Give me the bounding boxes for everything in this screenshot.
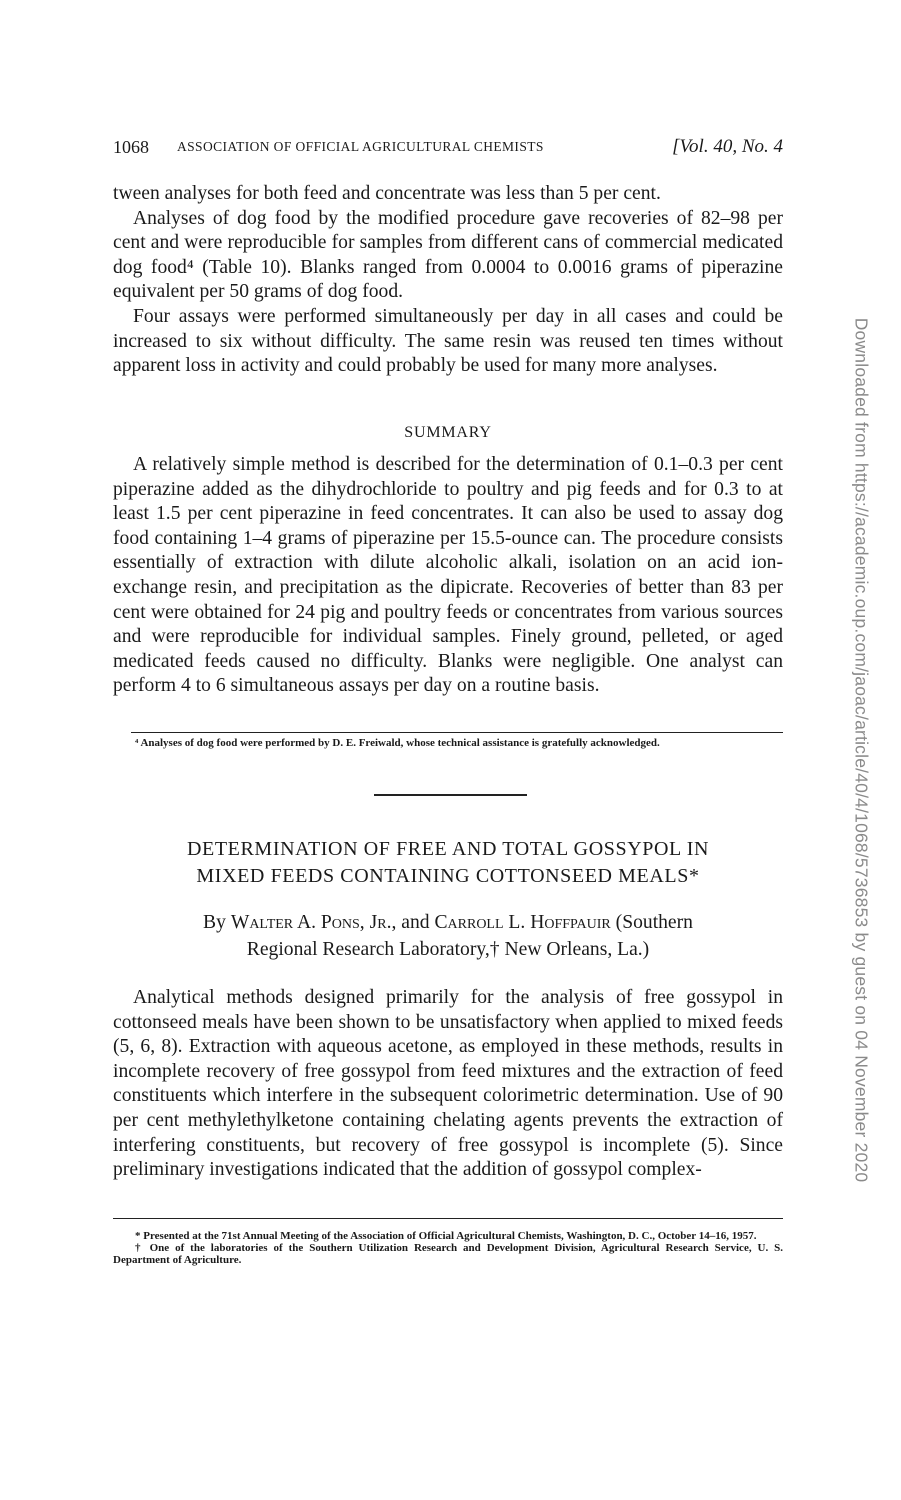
intro-text bbox=[113, 182, 783, 379]
journal-name: ASSOCIATION OF OFFICIAL AGRICULTURAL CHEMISTS bbox=[177, 139, 544, 154]
byline-and: and bbox=[401, 912, 430, 933]
footnote-text: † One of the laboratories of the Southern Utilization Research and Development Division, Agricultural Research Service, U. S. Department of Agriculture. bbox=[113, 1242, 783, 1266]
footnote-divider bbox=[113, 1218, 783, 1219]
paragraph: A relatively simple method is described for the determination of 0.1–0.3 per cent piperazine added as the dihydrochloride to poultry and pig feeds and for 0.3 to at least 1.5 per cent piperazine in feed concentrates. It can also be used to assay dog food containing 1–4 grams of piperazine per 15.5-ounce can. The procedure consists essentially of extraction with dilute alcoholic alkali, isolation on an acid ion-exchange resin, and precipitation as the dipicrate. Recoveries of better than 83 per cent were obtained for 24 pig and poultry feeds or concentrates from various sources and were reproducible for individual samples. Finely ground, pelleted, or aged medicated feeds caused no difficulty. Blanks were negligible. One analyst can perform 4 to 6 simultaneous assays per day on a routine basis. bbox=[113, 454, 783, 697]
footnote-text: ⁴ Analyses of dog food were performed by D. E. Freiwald, whose technical assistance is gratefully acknowledged. bbox=[135, 737, 660, 749]
page-number: 1068 bbox=[113, 137, 149, 157]
article-title bbox=[113, 836, 783, 890]
section-divider bbox=[374, 794, 527, 796]
author-name: Walter A. Pons, Jr. bbox=[230, 912, 392, 933]
paragraph: Analyses of dog food by the modified procedure gave recoveries of 82–98 per cent and were reproducible for samples from different cans of commercial medicated dog food⁴ (Table 10). Blanks ranged from 0.0004 to 0.0016 grams of piperazine equivalent per 50 grams of dog food. bbox=[113, 207, 783, 303]
byline-by: By bbox=[203, 912, 226, 933]
running-header bbox=[113, 133, 783, 161]
footnote-text: * Presented at the 71st Annual Meeting of the Association of Official Agricultural Chemists, Washington, D. C., October 14–16, 1957. bbox=[135, 1230, 757, 1242]
byline-line: By Walter A. Pons, Jr., and Carroll L. Hoffpauir (Southern bbox=[203, 912, 693, 933]
author-name: Carroll L. Hoffpauir bbox=[434, 912, 611, 933]
summary-heading: SUMMARY bbox=[404, 424, 492, 441]
byline bbox=[113, 909, 783, 963]
footnote-4 bbox=[113, 737, 783, 749]
affiliation: (Southern bbox=[615, 912, 693, 933]
summary-text bbox=[113, 453, 783, 699]
paragraph: Analytical methods designed primarily for the analysis of free gossypol in cottonseed meals have been shown to be unsatisfactory when applied to mixed feeds (5, 6, 8). Extraction with aqueous acetone, as employed in these methods, results in incomplete recovery of free gossypol from feed mixtures and the extraction of feed constituents which interfere in the subsequent colorimetric determination. Use of 90 per cent methylethylketone containing chelating agents prevents the extraction of interfering constituents, but recovery of free gossypol is incomplete (5). Since preliminary investigations indicated that the addition of gossypol complex- bbox=[113, 987, 783, 1181]
title-line: DETERMINATION OF FREE AND TOTAL GOSSYPOL IN bbox=[187, 838, 709, 860]
volume-issue: [Vol. 40, No. 4 bbox=[672, 136, 783, 157]
paragraph: Four assays were performed simultaneously per day in all cases and could be increased to six without difficulty. The same resin was reused ten times without apparent loss in activity and could probably be used for many more analyses. bbox=[113, 305, 783, 377]
download-watermark bbox=[849, 317, 873, 1183]
affiliation: Regional Research Laboratory,† New Orleans, La.) bbox=[246, 939, 650, 960]
footnote-divider bbox=[131, 732, 783, 733]
article-body bbox=[113, 986, 783, 1183]
paragraph: tween analyses for both feed and concentrate was less than 5 per cent. bbox=[113, 183, 661, 204]
article-footnotes bbox=[113, 1230, 783, 1266]
title-line: MIXED FEEDS CONTAINING COTTONSEED MEALS* bbox=[196, 865, 700, 887]
watermark-text: Downloaded from https://academic.oup.com/jaoac/article/40/4/1068/5736853 by guest on 04 November 2020 bbox=[851, 317, 872, 1183]
